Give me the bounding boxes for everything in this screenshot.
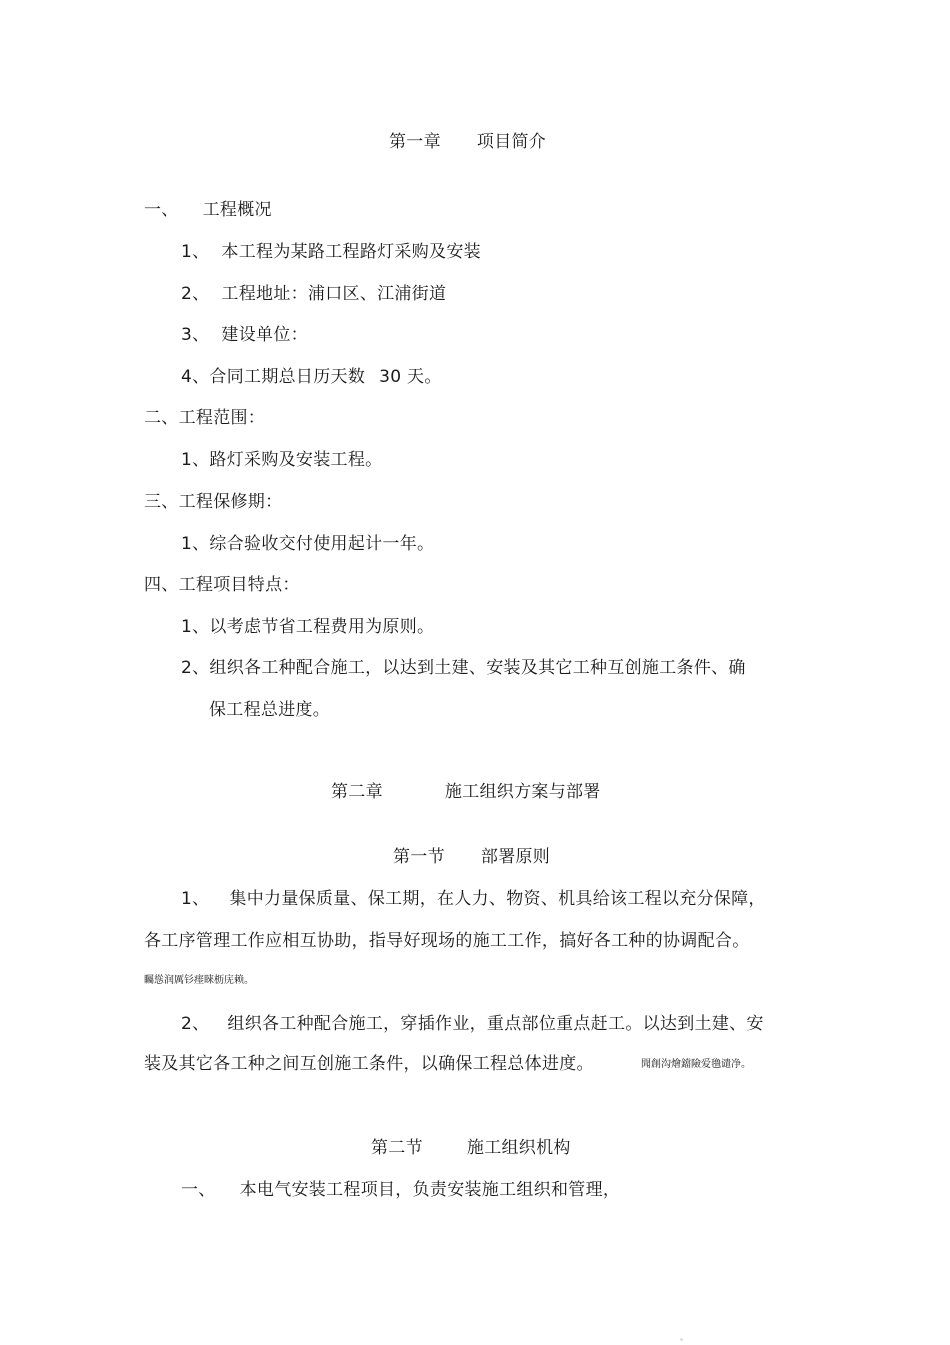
paragraph-text: 组织各工种配合施工，穿插作业，重点部位重点赶工。以达到土建、安 bbox=[227, 1014, 764, 1034]
paragraph-line: 装及其它各工种之间互创施工条件，以确保工程总体进度。 bbox=[144, 1054, 594, 1074]
noise-text: 矚慫润厲钐瘗睞枥庑赖。 bbox=[144, 975, 254, 986]
section1-heading bbox=[144, 199, 272, 221]
section4-heading: 四、工程项目特点： bbox=[144, 575, 300, 595]
chapter2-title: 施工组织方案与部署 bbox=[444, 782, 601, 802]
list-item: 1、以考虑节省工程费用为原则。 bbox=[181, 617, 435, 637]
chapter2-section1-heading bbox=[393, 846, 550, 868]
paragraph-line bbox=[181, 1179, 620, 1201]
section2-heading: 二、工程范围： bbox=[144, 408, 266, 428]
list-item-number: 3、 bbox=[181, 325, 210, 345]
list-item bbox=[181, 283, 446, 305]
list-item-number: 2、 bbox=[181, 284, 210, 304]
paragraph-line bbox=[181, 1013, 764, 1035]
paragraph-number: 1、 bbox=[181, 889, 210, 909]
list-item bbox=[181, 324, 308, 346]
list-item-value: 30 天。 bbox=[379, 367, 442, 387]
list-item bbox=[181, 366, 442, 388]
section3-heading: 三、工程保修期： bbox=[144, 492, 283, 512]
chapter1-title: 项目简介 bbox=[476, 132, 547, 152]
paragraph-number: 一、 bbox=[181, 1180, 216, 1200]
list-item-text: 4、合同工期总日历天数 bbox=[181, 367, 366, 387]
paragraph-text: 本电气安装工程项目，负责安装施工组织和管理， bbox=[239, 1180, 621, 1200]
chapter2-number: 第二章 bbox=[331, 782, 383, 802]
section1-title: 工程概况 bbox=[202, 200, 272, 220]
section-number: 第一节 bbox=[393, 847, 445, 867]
section-title: 部署原则 bbox=[480, 847, 551, 867]
paragraph-line: 各工序管理工作应相互协助，指导好现场的施工工作，搞好各工种的协调配合。 bbox=[144, 931, 750, 951]
paragraph-text: 集中力量保质量、保工期，在人力、物资、机具给该工程以充分保障， bbox=[229, 889, 766, 909]
list-item-number: 1、 bbox=[181, 242, 210, 262]
list-item: 2、组织各工种配合施工，以达到土建、安装及其它工种互创施工条件、确 bbox=[181, 658, 746, 678]
list-item-text: 建设单位： bbox=[221, 325, 308, 345]
chapter2-heading bbox=[331, 781, 601, 803]
paragraph-number: 2、 bbox=[181, 1014, 210, 1034]
chapter2-section2-heading bbox=[371, 1137, 571, 1159]
section-number: 第二节 bbox=[371, 1138, 423, 1158]
section-title: 施工组织机构 bbox=[466, 1138, 571, 1158]
list-item-text: 本工程为某路工程路灯采购及安装 bbox=[221, 242, 481, 262]
list-item: 1、路灯采购及安装工程。 bbox=[181, 450, 383, 470]
list-item: 1、综合验收交付使用起计一年。 bbox=[181, 534, 435, 554]
section1-number: 一、 bbox=[144, 200, 179, 220]
paragraph-line bbox=[181, 888, 766, 910]
list-item bbox=[181, 241, 481, 263]
chapter1-heading bbox=[389, 131, 546, 153]
page-mark bbox=[680, 1338, 683, 1341]
noise-text: 聞創沟燴鐺險爱氇谴净。 bbox=[641, 1059, 751, 1070]
chapter1-number: 第一章 bbox=[389, 132, 441, 152]
list-item-text: 工程地址：浦口区、江浦街道 bbox=[221, 284, 447, 304]
list-item-continuation: 保工程总进度。 bbox=[209, 700, 331, 720]
